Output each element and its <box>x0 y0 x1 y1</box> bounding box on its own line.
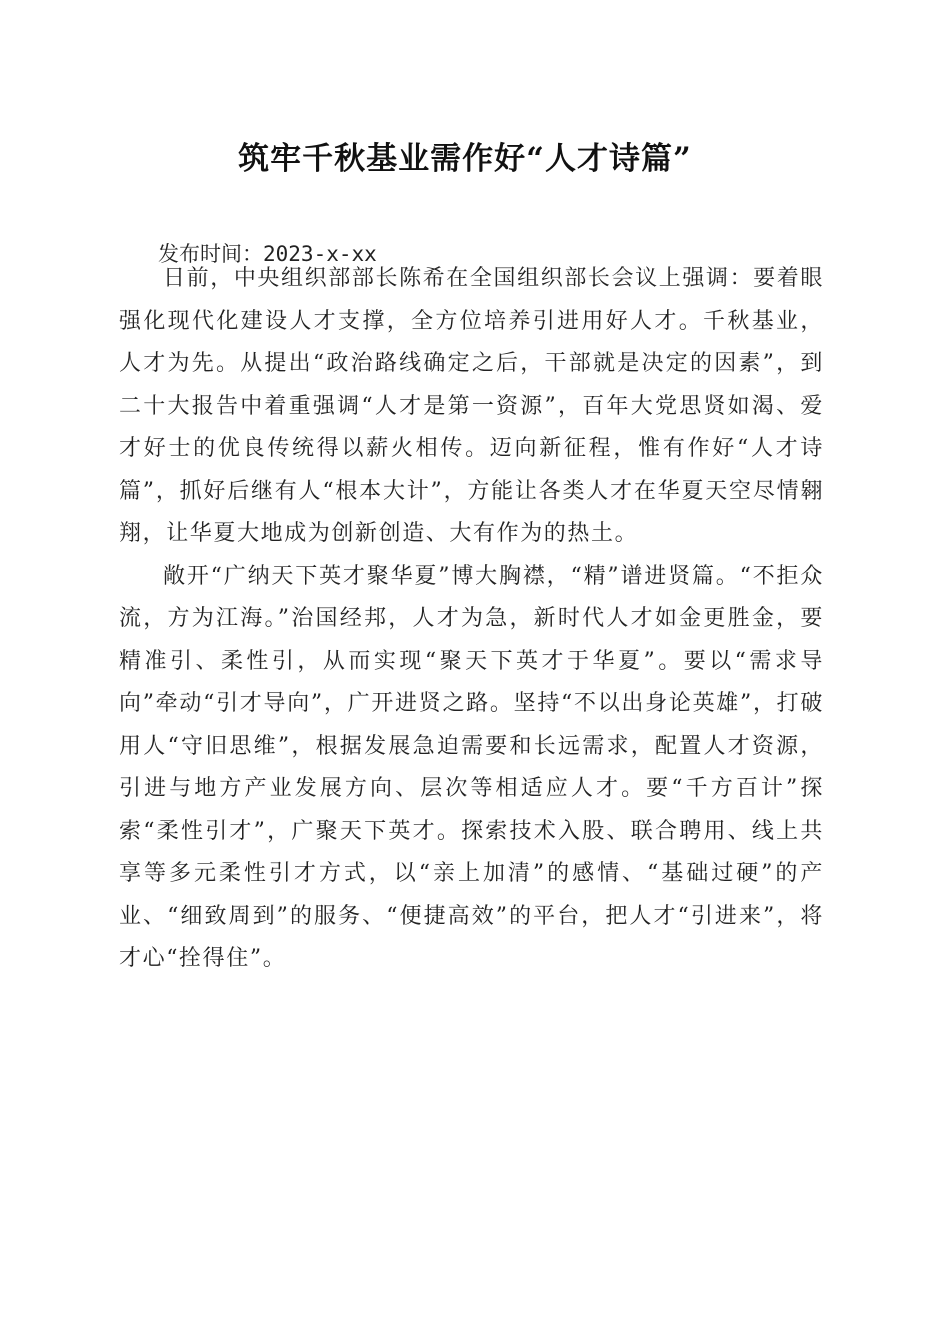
document-title: 筑牢千秋基业需作好“人才诗篇” <box>238 141 692 177</box>
document-body <box>119 258 824 981</box>
publish-label: 发布时间： <box>158 242 263 266</box>
paragraph-talent-recruitment: 敞开“广纳天下英才聚华夏”博大胸襟，“精”谱进贤篇。“不拒众流，方为江海。”治国经邦，人才为急，新时代人才如金更胜金，要精准引、柔性引，从而实现“聚天下英才于华夏”。要以“需求导向”牵动“引才导向”，广开进贤之路。坚持“不以出身论英雄”，打破用人“守旧思维”，根据发展急迫需要和长远需求，配置人才资源，引进与地方产业发展方向、层次等相适应人才。要“千方百计”探索“柔性引才”，广聚天下英才。探索技术入股、联合聘用、线上共享等多元柔性引才方式，以“亲上加清”的感情、“基础过硬”的产业、“细致周到”的服务、“便捷高效”的平台，把人才“引进来”，将才心“拴得住”。 <box>119 563 824 971</box>
publish-date: 2023-x-xx <box>263 242 377 266</box>
paragraph-intro: 日前，中央组织部部长陈希在全国组织部长会议上强调：要着眼强化现代化建设人才支撑，全方位培养引进用好人才。千秋基业，人才为先。从提出“政治路线确定之后，干部就是决定的因素”，到二十大报告中着重强调“人才是第一资源”，百年大党思贤如渴、爱才好士的优良传统得以薪火相传。迈向新征程，惟有作好“人才诗篇”，抓好后继有人“根本大计”，方能让各类人才在华夏天空尽情翱翔，让华夏大地成为创新创造、大有作为的热土。 <box>119 266 824 546</box>
